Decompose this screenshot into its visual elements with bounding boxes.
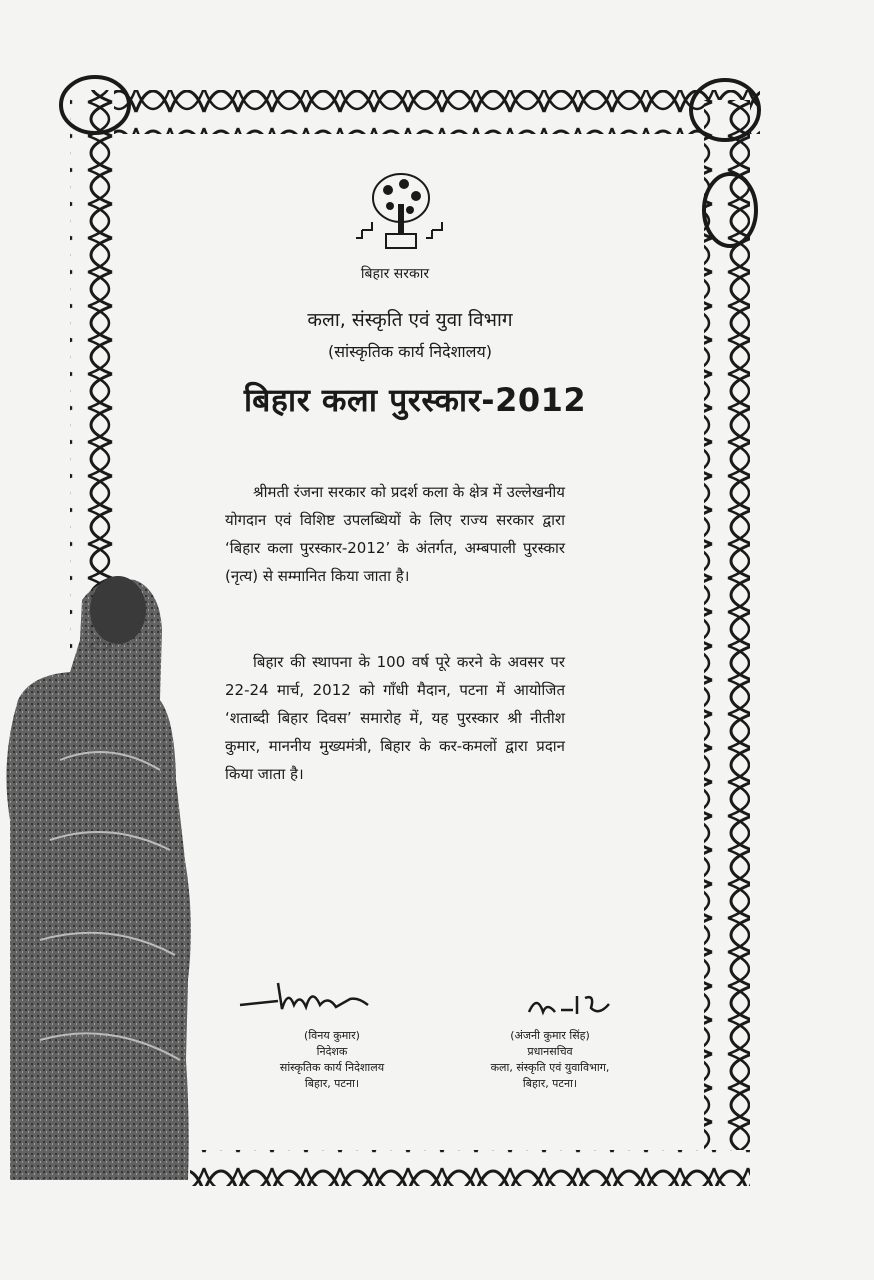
signatory-place: बिहार, पटना। (304, 1077, 360, 1090)
award-title: बिहार कला पुरस्कार-2012 (243, 381, 587, 419)
rope-right (704, 100, 750, 1180)
citation-paragraph (225, 478, 565, 590)
signatory-name: (अंजनी कुमार सिंह) (510, 1029, 590, 1042)
rope-bottom (190, 1150, 750, 1186)
ceremony-text: बिहार की स्थापना के 100 वर्ष पूरे करने के अवसर पर 22-24 मार्च, 2012 को गाँधी मैदान, पटना में आयोजित ‘शताब्दी बिहार दिवस’ समारोह में, यह पुरस्कार श्री नीतीश कुमार, माननीय मुख्यमंत्री, बिहार के कर-कमलों द्वारा प्रदान किया जाता है। (225, 653, 565, 783)
rope-left (70, 90, 114, 650)
yakshi-statue-image (6, 576, 190, 1180)
signatory-office: सांस्कृतिक कार्य निदेशालय (279, 1061, 385, 1074)
signatory-name: (विनय कुमार) (304, 1029, 360, 1042)
signatory-left (232, 1028, 432, 1092)
signatory-designation: निदेशक (316, 1045, 348, 1058)
directorate-name: (सांस्कृतिक कार्य निदेशालय) (327, 342, 493, 361)
government-caption: बिहार सरकार (360, 266, 430, 282)
bodhi-tree-emblem-icon (356, 170, 446, 260)
citation-text: श्रीमती रंजना सरकार को प्रदर्श कला के क्षेत्र में उल्लेखनीय योगदान एवं विशिष्ट उपलब्धियों के लिए राज्य सरकार द्वारा ‘बिहार कला पुरस्कार-2012’ के अंतर्गत, अम्बपाली पुरस्कार (नृत्य) से सम्मानित किया जाता है। (225, 483, 565, 585)
signatory-office: कला, संस्कृति एवं युवाविभाग, (490, 1061, 610, 1074)
rope-top (70, 90, 760, 134)
signature-right (525, 988, 615, 1028)
signatory-designation: प्रधानसचिव (527, 1045, 573, 1058)
department-name: कला, संस्कृति एवं युवा विभाग (307, 309, 513, 331)
signatory-place: बिहार, पटना। (522, 1077, 578, 1090)
signatory-right (455, 1028, 645, 1092)
ceremony-paragraph (225, 648, 565, 788)
signature-left (238, 975, 373, 1025)
